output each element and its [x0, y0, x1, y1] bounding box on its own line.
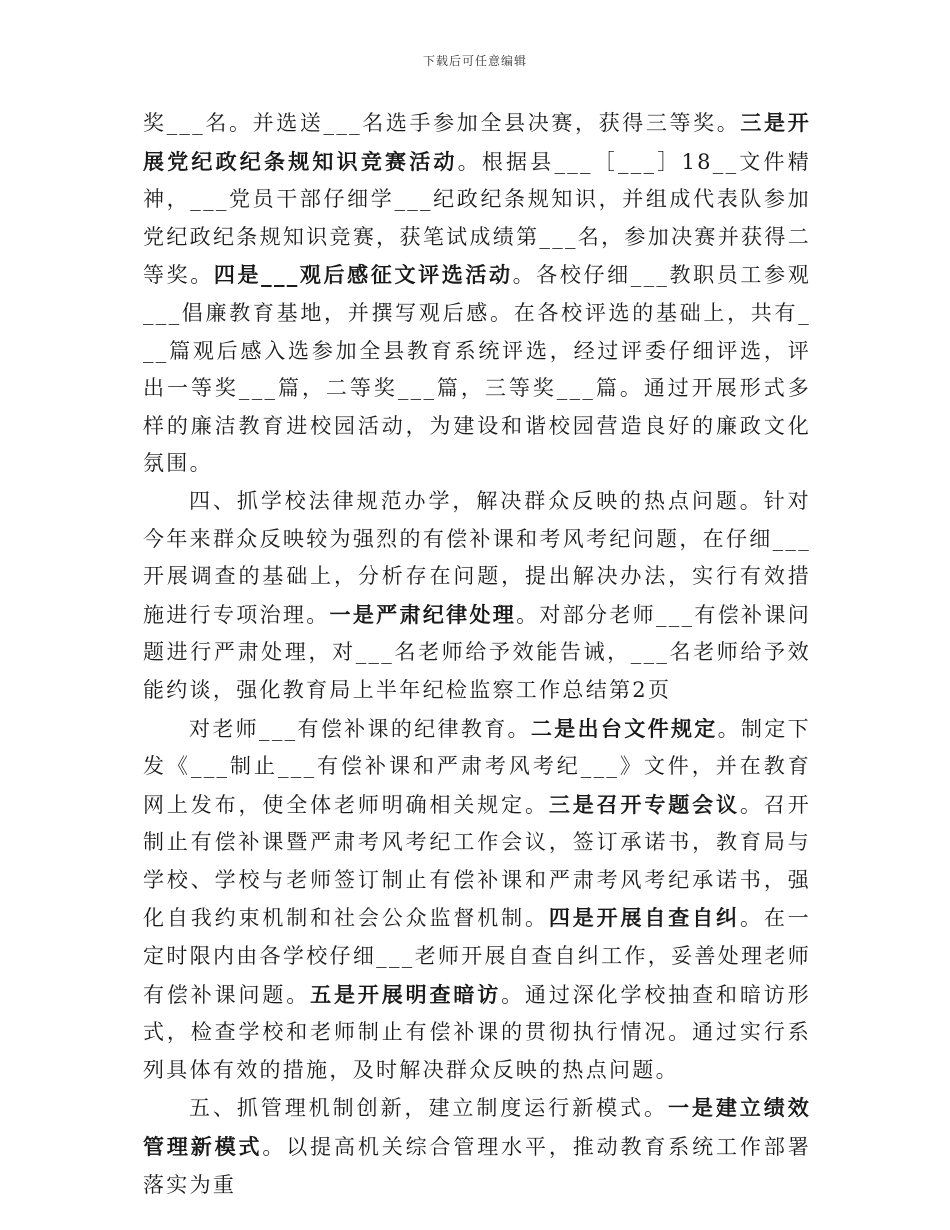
page-header: 下载后可任意编辑 — [422, 54, 527, 68]
text-run: 。以提高机关综合管理水平，推动教育系统工作部署落实为重 — [143, 1135, 811, 1197]
paragraph-1 — [143, 104, 811, 483]
text-run: 。各校仔细___教职员工参观___倡廉教育基地，并撰写观后感。在各校评选的基础上，共有___篇观后感入选参加全县教育系统评选，经过评委仔细评选，评出一等奖___篇，二等奖___篇，三等奖___篇。通过开展形式多样的廉洁教育进校园活动，为建设和谐校园营造良好的廉政文化氛围。 — [143, 263, 811, 476]
bold-heading-run: 一是建立绩效管理新模式 — [143, 1095, 811, 1160]
bold-heading-run: 二是出台文件规定 — [530, 715, 718, 741]
paragraph-2 — [143, 483, 811, 710]
text-run: 五、抓管理机制创新，建立制度运行新模式。 — [189, 1096, 668, 1121]
text-run: 。对部分老师___有偿补课问题进行严肃处理，对___名老师给予效能告诫，___名老师给予效能约谈，强化教育局上半年纪检监察工作总结第2页 — [143, 602, 811, 702]
paragraph-3 — [143, 710, 811, 1090]
bold-heading-run: 三是召开专题会议 — [548, 791, 740, 817]
bold-heading-run: 一是严肃纪律处理 — [329, 601, 517, 627]
text-run: 对老师___有偿补课的纪律教育。 — [189, 716, 531, 741]
document-body — [143, 104, 811, 1204]
text-run: 。在一定时限内由各学校仔细___老师开展自查自纠工作，妥善处理老师有偿补课问题。 — [143, 906, 811, 1007]
text-run: 四、抓学校法律规范办学，解决群众反映的热点问题。针对今年来群众反映较为强烈的有偿补课和考风考纪问题，在仔细___开展调查的基础上，分析存在问题，提出解决办法，实行有效措施进行专项治理。 — [143, 488, 811, 627]
text-run: 奖___名。并选送___名选手参加全县决赛，获得三等奖。 — [143, 111, 741, 135]
text-run: 。制定下发《___制止___有偿补课和严肃考风考纪___》文件，并在教育网上发布，使全体老师明确相关规定。 — [143, 716, 811, 817]
bold-heading-run: 五是开展明查暗访 — [310, 981, 502, 1007]
paragraph-4 — [143, 1089, 811, 1204]
text-run: 。召开制止有偿补课暨严肃考风考纪工作会议，签订承诺书，教育局与学校、学校与老师签订制止有偿补课和严肃考风考纪承诺书，强化自我约束机制和社会公众监督机制。 — [143, 792, 811, 931]
bold-heading-run: 四是开展自查自纠 — [548, 905, 740, 931]
text-run: 。通过深化学校抽查和暗访形式，检查学校和老师制止有偿补课的贯彻执行情况。通过实行系列具体有效的措施，及时解决群众反映的热点问题。 — [143, 982, 811, 1082]
text-run: 。根据县___［___］18__文件精神，___党员干部仔细学___纪政纪条规知识，并组成代表队参加党纪政纪条规知识竞赛，获笔试成绩第___名，参加决赛并获得二等奖。 — [143, 149, 811, 288]
bold-heading-run: 四是___观后感征文评选活动 — [213, 262, 513, 288]
bold-heading-run: 三是开展党纪政纪条规知识竞赛活动 — [143, 110, 811, 174]
